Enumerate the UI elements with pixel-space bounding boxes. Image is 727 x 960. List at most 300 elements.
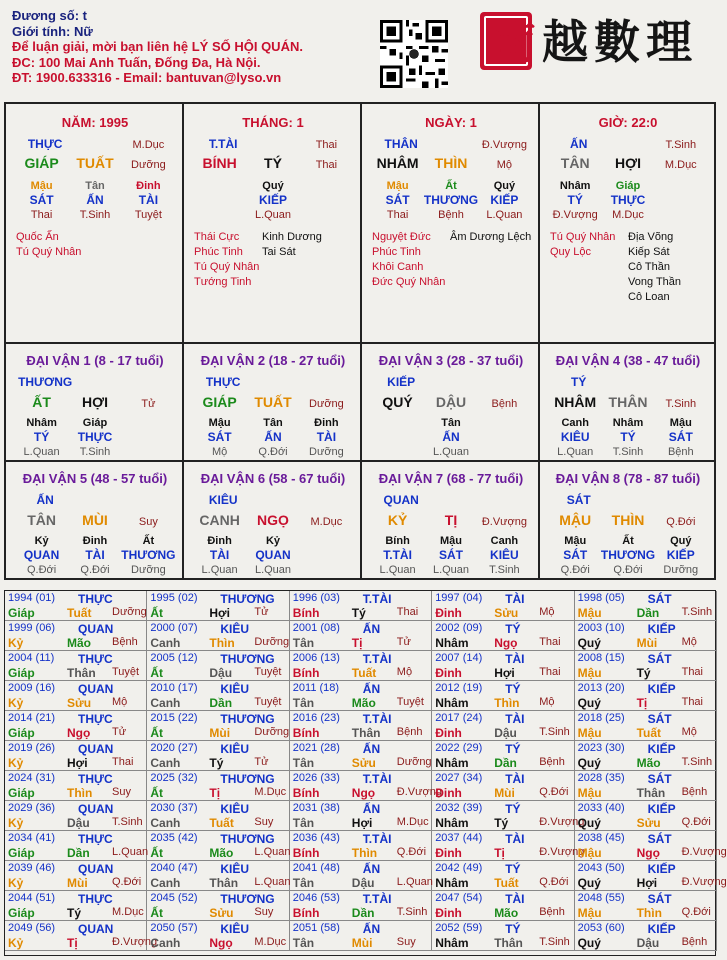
year-stem: Nhâm <box>435 816 469 830</box>
year-branch: Tý <box>351 606 366 620</box>
earth-branch: HỢI <box>615 155 641 171</box>
year-label: 2029 (36) <box>8 802 56 814</box>
year-stage: Q.Đới <box>681 906 711 918</box>
year-stage: Mộ <box>681 726 697 738</box>
year-stage: T.Sinh <box>681 606 713 618</box>
heaven-stem: TÂN <box>27 512 56 528</box>
year-stage: L.Quan <box>254 846 291 858</box>
year-branch: Tý <box>209 756 224 770</box>
year-stem: Nhâm <box>435 696 469 710</box>
year-branch: Mùi <box>351 936 373 950</box>
year-label: 2009 (16) <box>8 682 56 694</box>
earth-branch: DẬU <box>435 394 467 410</box>
dai-van-god: THƯƠNG <box>18 375 73 389</box>
year-stem: Ất <box>150 606 164 620</box>
hidden-god: THỰC <box>77 430 113 444</box>
year-god: KIẾP <box>647 802 676 816</box>
year-stage: M.Dục <box>254 786 287 798</box>
year-branch: Thân <box>209 876 239 890</box>
year-god: QUAN <box>78 862 114 876</box>
year-god: TÝ <box>505 922 521 936</box>
year-god: QUAN <box>78 622 114 636</box>
year-stem: Đinh <box>435 906 462 920</box>
hidden-stage: L.Quan <box>254 564 292 576</box>
year-branch: Sửu <box>67 696 92 710</box>
year-stem: Giáp <box>8 846 35 860</box>
year-stage: M.Dục <box>396 816 429 828</box>
year-cell <box>5 741 147 771</box>
year-stem: Mậu <box>577 606 602 620</box>
year-label: 2052 (59) <box>435 922 483 934</box>
year-label: 2048 (55) <box>577 892 625 904</box>
pillar-stage: T.Sinh <box>665 139 697 151</box>
hidden-stage: L.Quan <box>379 564 416 576</box>
hidden-stage: Bệnh <box>667 446 694 458</box>
year-god: THỰC <box>78 712 113 726</box>
year-stage: Đ.Vượng <box>681 846 727 858</box>
year-cell <box>290 651 432 681</box>
year-label: 1996 (03) <box>292 592 340 604</box>
year-branch: Mùi <box>636 636 658 650</box>
year-stage: L.Quan <box>112 846 149 858</box>
year-cell <box>5 891 147 921</box>
earth-branch: THÌN <box>434 155 468 171</box>
year-label: 1995 (02) <box>150 592 198 604</box>
year-god: KIẾP <box>647 742 676 756</box>
year-branch: Ngọ <box>351 786 376 800</box>
hidden-god: ẤN <box>86 193 104 207</box>
year-label: 2014 (21) <box>8 712 56 724</box>
year-god: THỰC <box>78 592 113 606</box>
good-star: Phúc Tinh <box>194 246 243 258</box>
year-god: THƯƠNG <box>220 892 275 906</box>
branch-stage: Mộ <box>496 159 513 171</box>
hidden-stage: Thai <box>386 209 409 221</box>
heaven-stem: QUÝ <box>382 394 413 410</box>
year-label: 2006 (13) <box>292 652 340 664</box>
year-stem: Đinh <box>435 666 462 680</box>
hidden-stem: Đinh <box>82 535 108 547</box>
year-label: 2044 (51) <box>8 892 56 904</box>
good-star: Tú Quý Nhân <box>550 231 616 243</box>
year-god: TÀI <box>505 832 525 846</box>
year-label: 2005 (12) <box>150 652 198 664</box>
year-cell <box>290 831 432 861</box>
year-stage: Suy <box>396 936 416 948</box>
year-god: QUAN <box>78 682 114 696</box>
year-branch: Mùi <box>209 726 231 740</box>
year-cell <box>147 801 289 831</box>
dai-van-cell <box>361 343 539 461</box>
year-cell <box>5 621 147 651</box>
year-branch: Dần <box>636 606 660 620</box>
year-stem: Ất <box>150 726 164 740</box>
hidden-god: KIÊU <box>560 430 590 444</box>
year-label: 2050 (57) <box>150 922 198 934</box>
year-stem: Giáp <box>8 606 35 620</box>
year-cell <box>290 771 442 801</box>
year-label: 2013 (20) <box>577 682 625 694</box>
pillar-title: GIỜ: 22:0 <box>598 115 658 130</box>
year-label: 2031 (38) <box>292 802 340 814</box>
branch-stage: Dưỡng <box>309 398 344 410</box>
year-branch: Dần <box>494 756 517 770</box>
year-cell <box>5 681 147 711</box>
year-cell <box>290 591 432 621</box>
year-stem: Tân <box>292 816 315 830</box>
year-cell <box>575 651 717 681</box>
year-cell <box>575 591 717 621</box>
year-stage: Mộ <box>112 696 128 708</box>
heaven-stem: GIÁP <box>202 394 237 410</box>
hidden-god: T.TÀI <box>383 548 412 562</box>
year-god: T.TÀI <box>362 652 392 666</box>
gender: Giới tính: Nữ <box>12 23 93 39</box>
good-star: Nguyệt Đức <box>372 231 431 243</box>
year-label: 2012 (19) <box>435 682 483 694</box>
dai-van-title: ĐẠI VẬN 7 (68 - 77 tuổi) <box>378 471 524 486</box>
year-stage: Dưỡng <box>254 726 290 738</box>
year-stem: Đinh <box>435 786 462 800</box>
year-stage: Thai <box>681 666 703 678</box>
earth-branch: MÙI <box>82 512 108 528</box>
hidden-god: SÁT <box>439 548 463 562</box>
year-stem: Kỷ <box>8 636 24 650</box>
year-label: 2040 (47) <box>150 862 198 874</box>
year-god: T.TÀI <box>362 592 392 606</box>
year-stem: Giáp <box>8 666 35 680</box>
year-cell <box>290 741 432 771</box>
hidden-stage: M.Dục <box>612 209 644 221</box>
year-god: THƯƠNG <box>220 592 275 606</box>
hidden-god: KIẾP <box>666 548 695 562</box>
year-label: 2033 (40) <box>577 802 625 814</box>
year-stem: Mậu <box>577 786 602 800</box>
heaven-stem: NHÂM <box>554 394 597 410</box>
hidden-stem: Đinh <box>207 535 232 547</box>
year-cell <box>290 711 432 741</box>
pillar-title: NĂM: 1995 <box>61 115 129 130</box>
year-cell <box>147 621 289 651</box>
heaven-stem: MẬU <box>559 512 592 528</box>
hidden-stage: Dưỡng <box>131 564 166 576</box>
hidden-stem: Mậu <box>30 180 53 192</box>
hidden-stem: Canh <box>561 417 589 429</box>
year-label: 2010 (17) <box>150 682 198 694</box>
year-cell <box>432 801 585 831</box>
year-stem: Quý <box>577 936 601 950</box>
year-branch: Tuất <box>636 726 662 740</box>
year-label: 2053 (60) <box>577 922 625 934</box>
year-stage: Bệnh <box>681 786 708 798</box>
year-cell <box>575 621 717 651</box>
year-god: SÁT <box>647 892 672 906</box>
hidden-god: THƯƠNG <box>423 193 479 207</box>
year-stage: Đ.Vượng <box>112 936 158 948</box>
good-star: Tú Quý Nhân <box>194 261 260 273</box>
year-branch: Thìn <box>494 696 520 710</box>
good-star: Tướng Tinh <box>194 276 252 288</box>
hidden-stem: Quý <box>493 180 516 192</box>
year-label: 2019 (26) <box>8 742 56 754</box>
year-cell <box>575 711 717 741</box>
year-cell <box>432 591 574 621</box>
year-stem: Canh <box>150 756 181 770</box>
year-stem: Kỷ <box>8 756 24 770</box>
year-god: TÀI <box>505 712 525 726</box>
year-branch: Hợi <box>636 876 658 890</box>
year-cell <box>147 681 289 711</box>
year-branch: Thìn <box>67 786 93 800</box>
year-stage: L.Quan <box>396 876 433 888</box>
year-god: THƯƠNG <box>220 652 275 666</box>
earth-branch: TỊ <box>444 512 458 528</box>
year-cell <box>290 801 432 831</box>
branch-stage: Dưỡng <box>131 159 166 171</box>
hidden-god: THỰC <box>610 193 646 207</box>
year-label: 2037 (44) <box>435 832 483 844</box>
year-stem: Mậu <box>577 906 602 920</box>
hidden-stage: Q.Đới <box>258 446 288 458</box>
year-god: TÀI <box>505 892 525 906</box>
good-star: Tú Quý Nhân <box>16 246 82 258</box>
year-god: T.TÀI <box>362 832 392 846</box>
year-branch: Tý <box>636 666 651 680</box>
year-stem: Quý <box>577 696 601 710</box>
year-cell <box>5 591 147 621</box>
dai-van-title: ĐẠI VẬN 8 (78 - 87 tuổi) <box>555 471 701 486</box>
pillar-stage: M.Dục <box>132 139 165 151</box>
bad-star: Địa Võng <box>628 231 674 243</box>
year-stage: Dưỡng <box>112 606 147 618</box>
year-label: 2023 (30) <box>577 742 625 754</box>
hidden-god: TÝ <box>620 430 636 444</box>
year-cell <box>432 681 574 711</box>
dai-van-cell <box>5 461 183 579</box>
year-god: KIẾP <box>647 922 676 936</box>
year-stem: Nhâm <box>435 936 469 950</box>
year-branch: Tị <box>494 846 505 860</box>
hidden-stage: T.Sinh <box>79 446 111 458</box>
year-stage: Suy <box>112 786 131 798</box>
hidden-god: TÝ <box>33 430 50 444</box>
hidden-stem: Mậu <box>669 417 692 429</box>
year-label: 1994 (01) <box>8 592 56 604</box>
hidden-god: TÀI <box>316 430 337 444</box>
year-stage: T.Sinh <box>539 726 570 738</box>
hidden-god: ẤN <box>264 430 282 444</box>
year-god: TÀI <box>505 652 525 666</box>
year-god: TÝ <box>505 622 521 636</box>
year-stem: Bính <box>292 786 320 800</box>
year-god: TÀI <box>505 592 525 606</box>
year-stem: Quý <box>577 816 601 830</box>
dai-van-title: ĐẠI VẬN 5 (48 - 57 tuổi) <box>22 471 168 486</box>
year-branch: Thân <box>494 936 523 950</box>
year-branch: Dần <box>209 696 233 710</box>
dai-van-god: KIẾP <box>387 375 416 389</box>
year-branch: Thìn <box>209 636 235 650</box>
dai-van-god: QUAN <box>383 493 419 507</box>
bad-star: Cô Thần <box>628 261 670 273</box>
year-god: SÁT <box>647 592 672 606</box>
year-god: SÁT <box>647 772 672 786</box>
year-stem: Canh <box>150 936 181 950</box>
year-cell <box>575 771 717 801</box>
hidden-god: THƯƠNG <box>600 548 656 562</box>
year-stage: Dưỡng <box>396 756 432 768</box>
dai-van-cell <box>539 461 715 579</box>
year-label: 2039 (46) <box>8 862 56 874</box>
year-cell <box>5 831 147 861</box>
hidden-stage: T.Sinh <box>79 209 111 221</box>
year-stem: Kỷ <box>8 816 24 830</box>
heaven-stem: ẤT <box>32 394 51 410</box>
hidden-stem: Quý <box>262 180 284 192</box>
hidden-stem: Ất <box>622 535 634 547</box>
heaven-stem: NHÂM <box>376 155 419 171</box>
dai-van-god: TÝ <box>571 375 587 389</box>
year-label: 2030 (37) <box>150 802 198 814</box>
dai-van-cell <box>539 343 715 461</box>
year-label: 2047 (54) <box>435 892 483 904</box>
year-cell <box>575 921 717 951</box>
year-branch: Hợi <box>67 756 88 770</box>
hidden-god: KIẾP <box>258 193 288 207</box>
year-cell <box>290 921 432 951</box>
hidden-stage: L.Quan <box>23 446 60 458</box>
year-stem: Giáp <box>8 906 35 920</box>
hidden-god: KIẾP <box>490 193 519 207</box>
year-branch: Mùi <box>494 786 515 800</box>
year-stage: T.Sinh <box>681 756 713 768</box>
heaven-stem: KỶ <box>387 512 408 528</box>
year-stem: Tân <box>292 936 315 950</box>
year-god: THỰC <box>78 772 113 786</box>
year-stage: Suy <box>254 816 274 828</box>
hidden-god: TÀI <box>209 548 230 562</box>
year-stem: Ất <box>150 906 164 920</box>
hidden-god: ẤN <box>442 430 460 444</box>
year-god: KIÊU <box>220 802 250 816</box>
dai-van-title: ĐẠI VẬN 2 (18 - 27 tuổi) <box>200 353 346 368</box>
year-label: 2008 (15) <box>577 652 625 664</box>
hidden-stem: Quý <box>670 535 692 547</box>
earth-branch: HỢI <box>82 394 108 410</box>
year-stem: Kỷ <box>8 876 24 890</box>
year-stem: Quý <box>577 756 601 770</box>
year-label: 2049 (56) <box>8 922 56 934</box>
hidden-stage: Q.Đới <box>80 564 110 576</box>
year-god: SÁT <box>647 712 672 726</box>
year-cell <box>5 921 158 951</box>
year-branch: Tị <box>351 636 363 650</box>
year-stem: Tân <box>292 636 315 650</box>
year-stage: Tử <box>112 726 127 738</box>
year-stage: Suy <box>254 906 274 918</box>
hidden-god: THƯƠNG <box>121 548 176 562</box>
year-label: 2004 (11) <box>8 652 55 664</box>
year-god: TÝ <box>505 682 521 696</box>
branch-stage: Thai <box>315 159 338 171</box>
year-stem: Quý <box>577 876 601 890</box>
year-label: 2002 (09) <box>435 622 483 634</box>
year-label: 2026 (33) <box>292 772 340 784</box>
year-god: QUAN <box>78 742 114 756</box>
hidden-stage: Thai <box>30 209 53 221</box>
owner-name: Đương số: t <box>12 8 87 23</box>
year-god: KIẾP <box>647 862 676 876</box>
year-label: 2041 (48) <box>292 862 340 874</box>
year-cell <box>290 861 432 891</box>
hidden-stem: Bính <box>385 535 410 547</box>
year-branch: Tị <box>209 786 221 800</box>
year-stem: Ất <box>150 846 164 860</box>
year-cell <box>432 861 574 891</box>
year-cell <box>575 861 727 891</box>
earth-branch: TUẤT <box>254 394 292 410</box>
hidden-stage: T.Sinh <box>489 564 520 576</box>
dai-van-title: ĐẠI VẬN 4 (38 - 47 tuổi) <box>555 353 701 368</box>
year-branch: Thân <box>67 666 96 680</box>
year-stem: Tân <box>292 756 315 770</box>
year-stage: Thai <box>539 636 561 648</box>
pillar-stage: Thai <box>315 139 338 151</box>
phone-email: ĐT: 1900.633316 - Email: bantuvan@lyso.vn <box>12 70 282 85</box>
branch-stage: Bệnh <box>491 398 518 410</box>
good-star: Khôi Canh <box>372 261 424 273</box>
year-cell <box>290 891 432 921</box>
year-label: 2001 (08) <box>292 622 340 634</box>
year-branch: Ngọ <box>494 636 518 650</box>
branch-stage: T.Sinh <box>665 398 697 410</box>
hidden-stem: Ất <box>445 180 457 192</box>
earth-branch: TUẤT <box>76 155 114 171</box>
branch-stage: Suy <box>138 516 158 528</box>
hidden-god: SÁT <box>563 548 588 562</box>
hidden-stem: Giáp <box>615 180 641 192</box>
dai-van-title: ĐẠI VẬN 3 (28 - 37 tuổi) <box>378 353 524 368</box>
year-stage: Tuyệt <box>396 696 424 708</box>
year-stage: Q.Đới <box>112 876 142 888</box>
year-stem: Canh <box>150 816 181 830</box>
year-stem: Tân <box>292 876 315 890</box>
year-label: 2025 (32) <box>150 772 198 784</box>
year-stem: Nhâm <box>435 756 469 770</box>
year-cell <box>5 801 147 831</box>
hidden-stem: Tân <box>263 417 283 429</box>
hidden-god: TÝ <box>567 193 583 207</box>
year-god: SÁT <box>647 832 672 846</box>
year-branch: Mão <box>351 696 376 710</box>
year-branch: Sửu <box>494 606 519 620</box>
hidden-god: SÁT <box>207 430 232 444</box>
year-cell <box>147 921 289 951</box>
year-stem: Bính <box>292 726 320 740</box>
year-stem: Bính <box>292 906 320 920</box>
hidden-stage: Dưỡng <box>663 564 699 576</box>
year-cell <box>147 741 289 771</box>
year-stem: Mậu <box>577 846 602 860</box>
year-god: ẤN <box>362 862 381 876</box>
pillar-cell <box>183 103 361 343</box>
hidden-stage: L.Quan <box>201 564 238 576</box>
hidden-stage: L.Quan <box>432 446 470 458</box>
header-info <box>12 8 392 86</box>
year-stage: Bệnh <box>539 906 565 918</box>
branch-stage: Đ.Vượng <box>481 516 527 528</box>
good-star: Thái Cực <box>194 231 240 243</box>
